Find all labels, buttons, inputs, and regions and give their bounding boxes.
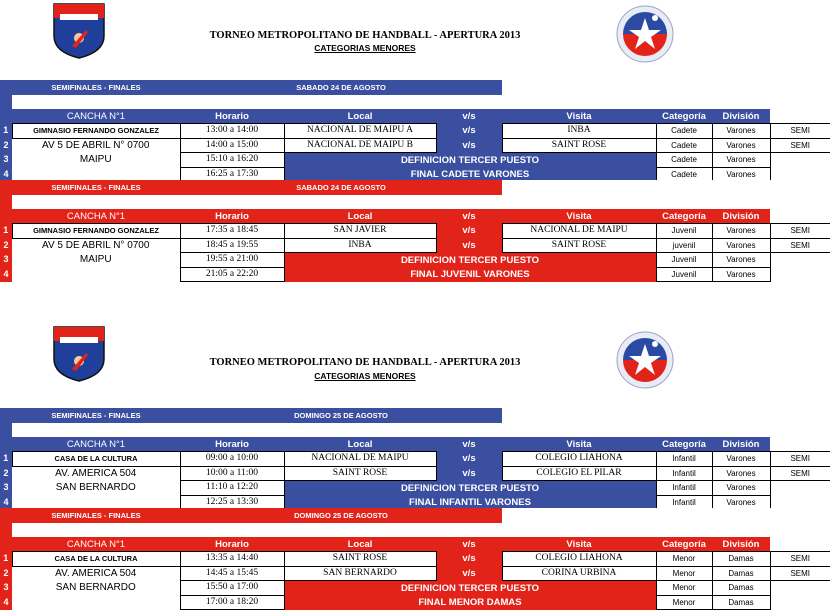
vs-cell: v/s <box>436 466 502 481</box>
stage-band: SEMIFINALES - FINALES <box>12 180 180 195</box>
local-team-cell: SAN JAVIER <box>284 224 436 239</box>
schedule-table-2 <box>0 180 830 282</box>
row-number: 2 <box>0 238 12 253</box>
col-header-vs: v/s <box>436 437 502 452</box>
corner-cell <box>0 437 12 452</box>
col-header-cancha: CANCHA N°1 <box>12 437 180 452</box>
time-cell: 18:45 a 19:55 <box>180 238 284 253</box>
col-header-local: Local <box>284 537 436 552</box>
division-cell: Varones <box>712 224 770 239</box>
visiting-team-cell: SAINT ROSE <box>502 138 656 153</box>
venue-cell: GIMNASIO FERNANDO GONZALEZ <box>12 124 180 139</box>
table-row <box>0 566 830 581</box>
stage-cell <box>770 267 830 282</box>
stage-cell: SEMI <box>770 238 830 253</box>
col-header-division: División <box>712 109 770 124</box>
row-number: 3 <box>0 481 12 496</box>
match-title-cell: DEFINICION TERCER PUESTO <box>284 153 656 168</box>
category-cell: Menor <box>656 552 712 567</box>
col-header-division: División <box>712 437 770 452</box>
col-header-vs: v/s <box>436 109 502 124</box>
division-cell: Varones <box>712 138 770 153</box>
category-cell: Infantil <box>656 452 712 467</box>
visiting-team-cell: INBA <box>502 124 656 139</box>
venue-cell: SAN BERNARDO <box>55 482 136 494</box>
vs-cell: v/s <box>436 452 502 467</box>
table-row <box>0 552 830 567</box>
col-header-vs: v/s <box>436 209 502 224</box>
venue-cell <box>12 595 180 610</box>
venue-cell: AV. AMERICA 504 <box>55 468 137 479</box>
page-subtitle: CATEGORIAS MENORES <box>314 43 416 53</box>
stage-cell: SEMI <box>770 224 830 239</box>
match-title-cell: FINAL INFANTIL VARONES <box>284 495 656 510</box>
division-cell: Varones <box>712 167 770 182</box>
venue-cell: AV 5 DE ABRIL N° 0700 <box>42 240 150 251</box>
category-cell: Juvenil <box>656 253 712 268</box>
col-header-cancha: CANCHA N°1 <box>12 537 180 552</box>
col-header-categoria: Categoría <box>656 537 712 552</box>
vs-cell: v/s <box>436 552 502 567</box>
page-subtitle: CATEGORIAS MENORES <box>314 371 416 381</box>
time-cell: 14:00 a 15:00 <box>180 138 284 153</box>
time-cell: 13:35 a 14:40 <box>180 552 284 567</box>
stage-cell <box>770 153 830 168</box>
schedule-table-4 <box>0 508 830 610</box>
col-header-division: División <box>712 209 770 224</box>
schedule-table-1 <box>0 80 830 182</box>
time-cell: 11:10 a 12:20 <box>180 481 284 496</box>
stage-cell <box>770 581 830 596</box>
time-cell: 14:45 a 15:45 <box>180 566 284 581</box>
col-header-division: División <box>712 537 770 552</box>
table-row <box>0 138 830 153</box>
venue-cell: CASA DE LA CULTURA <box>12 452 180 467</box>
stage-cell: SEMI <box>770 138 830 153</box>
date-band: SABADO 24 DE AGOSTO <box>180 80 502 95</box>
row-number: 4 <box>0 495 12 510</box>
division-cell: Varones <box>712 267 770 282</box>
federation-star-logo <box>615 4 675 64</box>
col-header-vs: v/s <box>436 537 502 552</box>
time-cell: 17:00 a 18:20 <box>180 595 284 610</box>
col-header-categoria: Categoría <box>656 209 712 224</box>
division-cell: Varones <box>712 124 770 139</box>
visiting-team-cell: COLEGIO EL PILAR <box>502 466 656 481</box>
vs-cell: v/s <box>436 224 502 239</box>
col-header-cancha: CANCHA N°1 <box>12 109 180 124</box>
row-number: 1 <box>0 224 12 239</box>
stage-cell: SEMI <box>770 552 830 567</box>
ahs-chile-logo <box>52 2 106 60</box>
venue-cell: AV 5 DE ABRIL N° 0700 <box>42 140 150 151</box>
division-cell: Varones <box>712 238 770 253</box>
table-row <box>0 452 830 467</box>
row-number: 4 <box>0 595 12 610</box>
category-cell: Menor <box>656 581 712 596</box>
row-number: 3 <box>0 153 12 168</box>
visiting-team-cell: CORINA URBINA <box>502 566 656 581</box>
division-cell: Varones <box>712 495 770 510</box>
corner-cell <box>0 109 12 124</box>
time-cell: 16:25 a 17:30 <box>180 167 284 182</box>
local-team-cell: NACIONAL DE MAIPU <box>284 452 436 467</box>
venue-cell: CASA DE LA CULTURA <box>12 552 180 567</box>
match-title-cell: DEFINICION TERCER PUESTO <box>284 581 656 596</box>
corner-cell <box>0 209 12 224</box>
venue-cell <box>12 267 180 282</box>
ahs-chile-logo <box>52 325 106 383</box>
match-title-cell: DEFINICION TERCER PUESTO <box>284 481 656 496</box>
venue-cell: AV. AMERICA 504 <box>55 568 137 579</box>
category-cell: Cadete <box>656 124 712 139</box>
col-header-visita: Visita <box>502 209 656 224</box>
category-cell: Cadete <box>656 138 712 153</box>
category-cell: Menor <box>656 566 712 581</box>
match-title-cell: DEFINICION TERCER PUESTO <box>284 253 656 268</box>
row-number: 4 <box>0 167 12 182</box>
stage-band: SEMIFINALES - FINALES <box>12 408 180 423</box>
vs-cell: v/s <box>436 138 502 153</box>
division-cell: Damas <box>712 581 770 596</box>
stage-band: SEMIFINALES - FINALES <box>12 80 180 95</box>
division-cell: Damas <box>712 566 770 581</box>
category-cell: Juvenil <box>656 267 712 282</box>
col-header-local: Local <box>284 437 436 452</box>
col-header-visita: Visita <box>502 109 656 124</box>
table-row <box>0 267 830 282</box>
division-cell: Damas <box>712 552 770 567</box>
table-row <box>0 595 830 610</box>
federation-star-logo <box>615 330 675 390</box>
venue-cell: SAN BERNARDO <box>55 582 136 594</box>
match-title-cell: FINAL CADETE VARONES <box>284 167 656 182</box>
date-band: DOMINGO 25 DE AGOSTO <box>180 408 502 423</box>
table-row <box>0 581 830 596</box>
col-header-horario: Horario <box>180 209 284 224</box>
col-header-categoria: Categoría <box>656 109 712 124</box>
vs-cell: v/s <box>436 566 502 581</box>
visiting-team-cell: SAINT ROSE <box>502 238 656 253</box>
col-header-local: Local <box>284 109 436 124</box>
row-number: 4 <box>0 267 12 282</box>
venue-cell: MAIPU <box>79 254 112 266</box>
match-title-cell: FINAL JUVENIL VARONES <box>284 267 656 282</box>
time-cell: 21:05 a 22:20 <box>180 267 284 282</box>
row-number: 2 <box>0 566 12 581</box>
match-title-cell: FINAL MENOR DAMAS <box>284 595 656 610</box>
category-cell: Infantil <box>656 495 712 510</box>
time-cell: 19:55 a 21:00 <box>180 253 284 268</box>
time-cell: 15:10 a 16:20 <box>180 153 284 168</box>
table-row <box>0 481 830 496</box>
page-title: TORNEO METROPOLITANO DE HANDBALL - APERTURA 2013 <box>209 357 521 368</box>
corner-cell <box>0 537 12 552</box>
division-cell: Damas <box>712 595 770 610</box>
corner-cell <box>0 508 12 523</box>
division-cell: Varones <box>712 466 770 481</box>
category-cell: Cadete <box>656 167 712 182</box>
venue-cell: GIMNASIO FERNANDO GONZALEZ <box>12 224 180 239</box>
visiting-team-cell: COLEGIO LIAHONA <box>502 552 656 567</box>
stage-cell <box>770 481 830 496</box>
visiting-team-cell: NACIONAL DE MAIPU <box>502 224 656 239</box>
page-title: TORNEO METROPOLITANO DE HANDBALL - APERTURA 2013 <box>209 30 521 41</box>
local-team-cell: SAN BERNARDO <box>284 566 436 581</box>
stage-cell: SEMI <box>770 452 830 467</box>
stage-band: SEMIFINALES - FINALES <box>12 508 180 523</box>
category-cell: juvenil <box>656 238 712 253</box>
time-cell: 13:00 a 14:00 <box>180 124 284 139</box>
corner-cell <box>0 408 12 423</box>
stage-cell: SEMI <box>770 566 830 581</box>
time-cell: 15:50 a 17:00 <box>180 581 284 596</box>
table-row <box>0 124 830 139</box>
col-header-visita: Visita <box>502 537 656 552</box>
table-row <box>0 224 830 239</box>
category-cell: Menor <box>656 595 712 610</box>
col-header-cancha: CANCHA N°1 <box>12 209 180 224</box>
col-header-horario: Horario <box>180 537 284 552</box>
row-number: 3 <box>0 581 12 596</box>
stage-cell: SEMI <box>770 124 830 139</box>
row-number: 2 <box>0 138 12 153</box>
division-cell: Varones <box>712 253 770 268</box>
row-number: 1 <box>0 124 12 139</box>
row-number: 2 <box>0 466 12 481</box>
corner-cell <box>0 180 12 195</box>
local-team-cell: SAINT ROSE <box>284 466 436 481</box>
division-cell: Varones <box>712 481 770 496</box>
stage-cell: SEMI <box>770 466 830 481</box>
table-row <box>0 153 830 168</box>
col-header-horario: Horario <box>180 437 284 452</box>
vs-cell: v/s <box>436 238 502 253</box>
col-header-categoria: Categoría <box>656 437 712 452</box>
row-number: 1 <box>0 552 12 567</box>
col-header-local: Local <box>284 209 436 224</box>
division-cell: Varones <box>712 153 770 168</box>
category-cell: Juvenil <box>656 224 712 239</box>
local-team-cell: NACIONAL DE MAIPU B <box>284 138 436 153</box>
date-band: DOMINGO 25 DE AGOSTO <box>180 508 502 523</box>
schedule-table-3 <box>0 408 830 510</box>
row-number: 1 <box>0 452 12 467</box>
stage-cell <box>770 595 830 610</box>
local-team-cell: NACIONAL DE MAIPU A <box>284 124 436 139</box>
local-team-cell: INBA <box>284 238 436 253</box>
vs-cell: v/s <box>436 124 502 139</box>
corner-cell <box>0 80 12 95</box>
time-cell: 17:35 a 18:45 <box>180 224 284 239</box>
col-header-horario: Horario <box>180 109 284 124</box>
category-cell: Infantil <box>656 466 712 481</box>
col-header-visita: Visita <box>502 437 656 452</box>
date-band: SABADO 24 DE AGOSTO <box>180 180 502 195</box>
division-cell: Varones <box>712 452 770 467</box>
visiting-team-cell: COLEGIO LIAHONA <box>502 452 656 467</box>
local-team-cell: SAINT ROSE <box>284 552 436 567</box>
table-row <box>0 238 830 253</box>
category-cell: Infantil <box>656 481 712 496</box>
row-number: 3 <box>0 253 12 268</box>
time-cell: 12:25 a 13:30 <box>180 495 284 510</box>
venue-cell: MAIPU <box>79 154 112 166</box>
table-row <box>0 253 830 268</box>
category-cell: Cadete <box>656 153 712 168</box>
time-cell: 10:00 a 11:00 <box>180 466 284 481</box>
table-row <box>0 466 830 481</box>
time-cell: 09:00 a 10:00 <box>180 452 284 467</box>
stage-cell <box>770 253 830 268</box>
